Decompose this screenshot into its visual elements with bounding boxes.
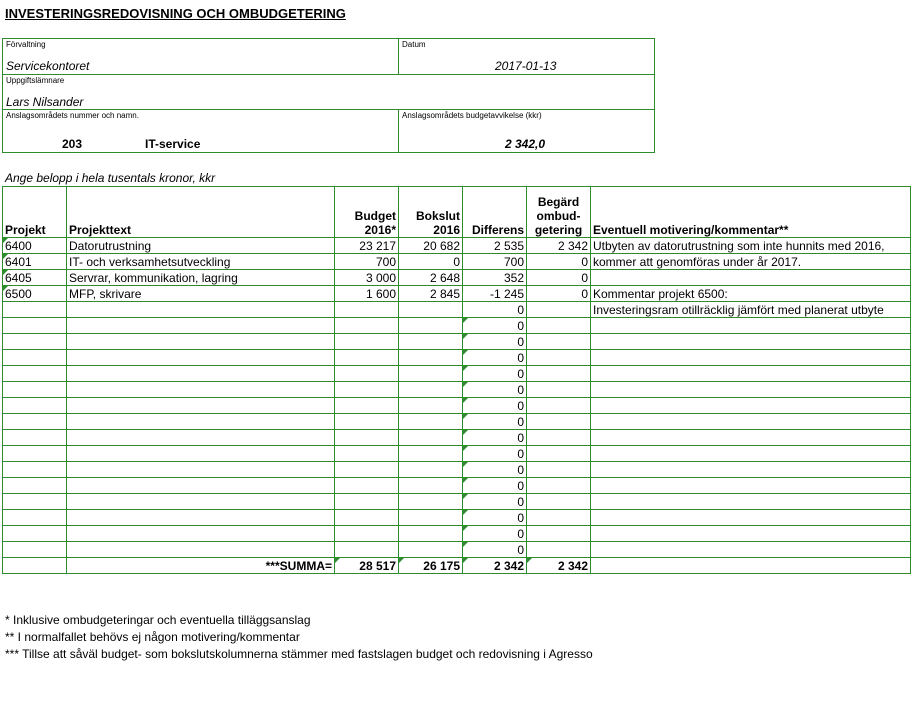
anslag-nummer: 203 (62, 137, 83, 151)
table-header-row (3, 187, 911, 238)
budgetavvikelse-cell[interactable] (398, 109, 655, 153)
cell-begard[interactable] (527, 462, 591, 478)
sum-differens[interactable]: 2 342 (463, 558, 527, 574)
budgetavvikelse-value: 2 342,0 (505, 137, 546, 151)
cell-projekttext[interactable] (67, 478, 335, 494)
cell-begard[interactable] (527, 494, 591, 510)
cell-kommentar[interactable]: Kommentar projekt 6500: (591, 286, 911, 302)
cell-budget[interactable]: 700 (335, 254, 399, 270)
cell-budget[interactable] (335, 494, 399, 510)
cell-budget[interactable] (335, 382, 399, 398)
cell-kommentar[interactable] (591, 366, 911, 382)
cell-begard[interactable] (527, 366, 591, 382)
cell-projekt[interactable] (3, 382, 67, 398)
cell-kommentar[interactable] (591, 398, 911, 414)
cell-begard[interactable] (527, 382, 591, 398)
cell-differens[interactable]: 0 (463, 350, 527, 366)
cell-begard[interactable] (527, 302, 591, 318)
cell-bokslut[interactable]: 2 845 (399, 286, 463, 302)
cell-projekt[interactable]: 6401 (3, 254, 67, 270)
sum-bokslut[interactable]: 26 175 (399, 558, 463, 574)
cell-budget[interactable] (335, 430, 399, 446)
table-row (3, 542, 911, 558)
cell-differens[interactable]: 0 (463, 398, 527, 414)
cell-bokslut[interactable] (399, 526, 463, 542)
cell-bokslut[interactable] (399, 478, 463, 494)
cell-bokslut[interactable] (399, 430, 463, 446)
cell-bokslut[interactable] (399, 542, 463, 558)
cell-budget[interactable] (335, 526, 399, 542)
cell-differens[interactable]: 0 (463, 318, 527, 334)
cell-begard[interactable] (527, 510, 591, 526)
cell-projekttext[interactable] (67, 398, 335, 414)
cell-differens[interactable]: 0 (463, 462, 527, 478)
sum-kommentar[interactable] (591, 558, 911, 574)
table-row (3, 526, 911, 542)
cell-differens[interactable]: 0 (463, 526, 527, 542)
cell-projekt[interactable] (3, 334, 67, 350)
cell-bokslut[interactable] (399, 494, 463, 510)
cell-projekttext[interactable] (67, 462, 335, 478)
cell-projekttext[interactable] (67, 526, 335, 542)
header-projekttext: Projekttext (67, 187, 335, 238)
cell-kommentar[interactable] (591, 334, 911, 350)
cell-projekttext[interactable]: Servrar, kommunikation, lagring (67, 270, 335, 286)
cell-bokslut[interactable] (399, 334, 463, 350)
header-begard-ombudgetering: Begärd ombud- getering (527, 187, 591, 238)
cell-bokslut[interactable] (399, 382, 463, 398)
forvaltning-value: Servicekontoret (6, 59, 90, 73)
cell-kommentar[interactable] (591, 270, 911, 286)
header-differens: Differens (463, 187, 527, 238)
document-title: INVESTERINGSREDOVISNING OCH OMBUDGETERING (5, 6, 346, 21)
cell-differens[interactable]: 0 (463, 334, 527, 350)
cell-budget[interactable] (335, 462, 399, 478)
cell-kommentar[interactable] (591, 510, 911, 526)
table-row (3, 366, 911, 382)
datum-value: 2017-01-13 (495, 59, 557, 73)
footnote-3: *** Tillse att såväl budget- som bokslutskolumnerna stämmer med fastslagen budget och redovisning i Agresso (5, 647, 593, 661)
cell-bokslut[interactable] (399, 510, 463, 526)
cell-kommentar[interactable] (591, 414, 911, 430)
cell-kommentar[interactable] (591, 382, 911, 398)
cell-projekt[interactable] (3, 414, 67, 430)
sum-begard[interactable]: 2 342 (527, 558, 591, 574)
table-row (3, 414, 911, 430)
cell-differens[interactable]: 700 (463, 254, 527, 270)
uppgiftslamnare-value: Lars Nilsander (6, 95, 84, 109)
cell-budget[interactable] (335, 398, 399, 414)
header-projekt: Projekt (3, 187, 67, 238)
amount-note: Ange belopp i hela tusentals kronor, kkr (5, 171, 216, 185)
cell-differens[interactable]: 0 (463, 382, 527, 398)
cell-projekt[interactable] (3, 366, 67, 382)
cell-projekt[interactable] (3, 542, 67, 558)
forvaltning-cell[interactable] (2, 38, 399, 75)
cell-differens[interactable]: 0 (463, 366, 527, 382)
header-budget: Budget 2016* (335, 187, 399, 238)
cell-bokslut[interactable] (399, 350, 463, 366)
anslag-label: Anslagsområdets nummer och namn. (6, 111, 139, 120)
cell-bokslut[interactable]: 20 682 (399, 238, 463, 254)
sum-empty[interactable] (3, 558, 67, 574)
table-row (3, 494, 911, 510)
cell-kommentar[interactable] (591, 542, 911, 558)
cell-bokslut[interactable] (399, 414, 463, 430)
cell-projekttext[interactable] (67, 430, 335, 446)
cell-projekt[interactable] (3, 350, 67, 366)
sum-label[interactable]: ***SUMMA= (67, 558, 335, 574)
cell-differens[interactable]: 0 (463, 510, 527, 526)
footnote-2: ** I normalfallet behövs ej någon motivering/kommentar (5, 630, 300, 644)
cell-budget[interactable] (335, 334, 399, 350)
cell-projekttext[interactable] (67, 542, 335, 558)
cell-kommentar[interactable] (591, 478, 911, 494)
cell-kommentar[interactable]: Utbyten av datorutrustning som inte hunnits med 2016, (591, 238, 911, 254)
cell-kommentar[interactable] (591, 350, 911, 366)
cell-projekt[interactable] (3, 478, 67, 494)
cell-begard[interactable] (527, 526, 591, 542)
cell-projekttext[interactable] (67, 494, 335, 510)
cell-projekttext[interactable] (67, 446, 335, 462)
cell-budget[interactable] (335, 542, 399, 558)
cell-kommentar[interactable]: kommer att genomföras under år 2017. (591, 254, 911, 270)
cell-projekttext[interactable] (67, 302, 335, 318)
cell-budget[interactable] (335, 302, 399, 318)
table-row (3, 398, 911, 414)
cell-differens[interactable]: 0 (463, 430, 527, 446)
table-row (3, 270, 911, 286)
cell-begard[interactable] (527, 318, 591, 334)
table-row (3, 286, 911, 302)
table-row (3, 238, 911, 254)
uppgiftslamnare-cell[interactable] (2, 74, 655, 110)
cell-projekt[interactable] (3, 318, 67, 334)
cell-differens[interactable]: 0 (463, 302, 527, 318)
cell-kommentar[interactable] (591, 446, 911, 462)
sum-budget[interactable]: 28 517 (335, 558, 399, 574)
cell-begard[interactable] (527, 350, 591, 366)
cell-projekttext[interactable] (67, 350, 335, 366)
cell-kommentar[interactable] (591, 430, 911, 446)
datum-label: Datum (402, 40, 426, 49)
cell-budget[interactable] (335, 510, 399, 526)
cell-projekttext[interactable] (67, 510, 335, 526)
datum-cell[interactable] (398, 38, 655, 75)
cell-projekt[interactable] (3, 494, 67, 510)
table-row (3, 382, 911, 398)
cell-kommentar[interactable] (591, 318, 911, 334)
table-row (3, 510, 911, 526)
cell-projekttext[interactable]: IT- och verksamhetsutveckling (67, 254, 335, 270)
footnote-1: * Inklusive ombudgeteringar och eventuella tilläggsanslag (5, 613, 311, 627)
cell-kommentar[interactable] (591, 494, 911, 510)
header-bokslut: Bokslut 2016 (399, 187, 463, 238)
cell-differens[interactable]: 0 (463, 446, 527, 462)
cell-budget[interactable] (335, 414, 399, 430)
cell-projekttext[interactable]: MFP, skrivare (67, 286, 335, 302)
cell-differens[interactable]: 0 (463, 478, 527, 494)
cell-projekt[interactable] (3, 302, 67, 318)
table-row (3, 302, 911, 318)
cell-projekttext[interactable] (67, 318, 335, 334)
cell-begard[interactable]: 0 (527, 286, 591, 302)
cell-kommentar[interactable] (591, 462, 911, 478)
cell-begard[interactable] (527, 446, 591, 462)
cell-budget[interactable] (335, 478, 399, 494)
cell-projekt[interactable] (3, 462, 67, 478)
cell-differens[interactable]: 352 (463, 270, 527, 286)
cell-kommentar[interactable]: Investeringsram otillräcklig jämfört med planerat utbyte (591, 302, 911, 318)
sum-row (3, 558, 911, 574)
cell-bokslut[interactable] (399, 398, 463, 414)
cell-begard[interactable]: 2 342 (527, 238, 591, 254)
uppgiftslamnare-label: Uppgiftslämnare (6, 76, 65, 85)
cell-bokslut[interactable] (399, 366, 463, 382)
table-row (3, 478, 911, 494)
header-kommentar: Eventuell motivering/kommentar** (591, 187, 911, 238)
cell-begard[interactable] (527, 478, 591, 494)
cell-projekt[interactable]: 6500 (3, 286, 67, 302)
cell-budget[interactable] (335, 446, 399, 462)
cell-projekt[interactable]: 6400 (3, 238, 67, 254)
cell-projekt[interactable] (3, 510, 67, 526)
table-row (3, 350, 911, 366)
cell-bokslut[interactable] (399, 446, 463, 462)
anslag-cell[interactable] (2, 109, 399, 153)
cell-budget[interactable] (335, 318, 399, 334)
cell-differens[interactable]: 0 (463, 542, 527, 558)
cell-projekttext[interactable] (67, 414, 335, 430)
cell-differens[interactable]: -1 245 (463, 286, 527, 302)
cell-kommentar[interactable] (591, 526, 911, 542)
table-row (3, 254, 911, 270)
table-row (3, 446, 911, 462)
cell-budget[interactable] (335, 366, 399, 382)
cell-bokslut[interactable] (399, 462, 463, 478)
cell-budget[interactable] (335, 350, 399, 366)
cell-budget[interactable]: 3 000 (335, 270, 399, 286)
investment-table (2, 186, 911, 574)
cell-bokslut[interactable]: 2 648 (399, 270, 463, 286)
cell-budget[interactable]: 1 600 (335, 286, 399, 302)
budgetavvikelse-label: Anslagsområdets budgetavvikelse (kkr) (402, 111, 542, 120)
cell-projekt[interactable] (3, 446, 67, 462)
cell-projekttext[interactable]: Datorutrustning (67, 238, 335, 254)
cell-begard[interactable]: 0 (527, 270, 591, 286)
anslag-namn: IT-service (145, 137, 201, 151)
cell-begard[interactable] (527, 430, 591, 446)
cell-begard[interactable] (527, 542, 591, 558)
cell-begard[interactable] (527, 334, 591, 350)
cell-budget[interactable]: 23 217 (335, 238, 399, 254)
table-row (3, 430, 911, 446)
cell-begard[interactable] (527, 398, 591, 414)
cell-bokslut[interactable] (399, 302, 463, 318)
table-row (3, 462, 911, 478)
forvaltning-label: Förvaltning (6, 40, 46, 49)
cell-projekttext[interactable] (67, 382, 335, 398)
cell-projekt[interactable]: 6405 (3, 270, 67, 286)
cell-projekt[interactable] (3, 430, 67, 446)
cell-differens[interactable]: 0 (463, 414, 527, 430)
cell-bokslut[interactable] (399, 318, 463, 334)
cell-projekttext[interactable] (67, 366, 335, 382)
cell-projekttext[interactable] (67, 334, 335, 350)
cell-projekt[interactable] (3, 526, 67, 542)
cell-begard[interactable] (527, 414, 591, 430)
cell-begard[interactable]: 0 (527, 254, 591, 270)
table-row (3, 334, 911, 350)
table-row (3, 318, 911, 334)
cell-differens[interactable]: 2 535 (463, 238, 527, 254)
cell-differens[interactable]: 0 (463, 494, 527, 510)
cell-bokslut[interactable]: 0 (399, 254, 463, 270)
cell-projekt[interactable] (3, 398, 67, 414)
